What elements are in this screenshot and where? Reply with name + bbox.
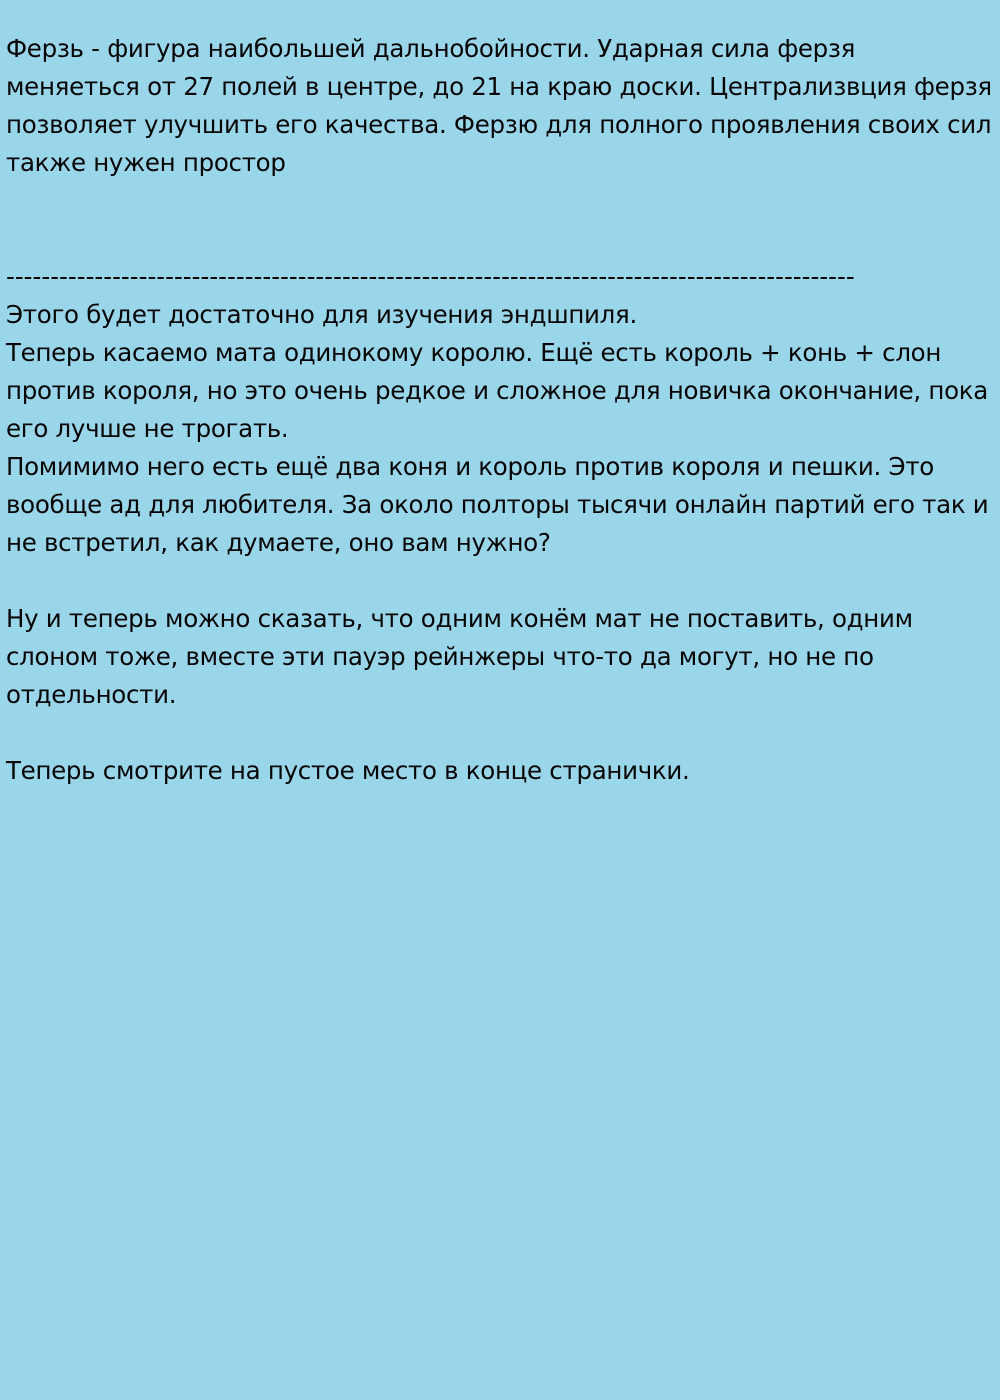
lone-king-mate-paragraph: Теперь касаемо мата одинокому королю. Ещё есть король + конь + слон против короля, но это очень редкое и сложное для новичка окончание, пока его лучше не трогать. [6, 338, 996, 443]
endgame-sufficient-line: Этого будет достаточно для изучения эндшпиля. [6, 300, 637, 329]
intro-paragraph: Ферзь - фигура наибольшей дальнобойности. Ударная сила ферзя меняеться от 27 полей в центре, до 21 на краю доски. Централизвция ферзя позволяет улучшить его качества. Ферзю для полного проявления своих сил также нужен простор [6, 34, 1000, 177]
spacer [6, 562, 995, 600]
closing-line: Теперь смотрите на пустое место в конце странички. [6, 756, 690, 785]
dashed-separator: ------------------------------------------------------------------------------------------------ [6, 262, 855, 291]
spacer [6, 714, 995, 752]
spacer [6, 182, 995, 258]
power-rangers-paragraph: Ну и теперь можно сказать, что одним конём мат не поставить, одним слоном тоже, вместе эти пауэр рейнжеры что-то да могут, но не по отдельности. [6, 604, 921, 709]
two-knights-paragraph: Помимимо него есть ещё два коня и король против короля и пешки. Это вообще ад для любителя. За около полторы тысячи онлайн партий его так и не встретил, как думаете, оно вам нужно? [6, 452, 996, 557]
